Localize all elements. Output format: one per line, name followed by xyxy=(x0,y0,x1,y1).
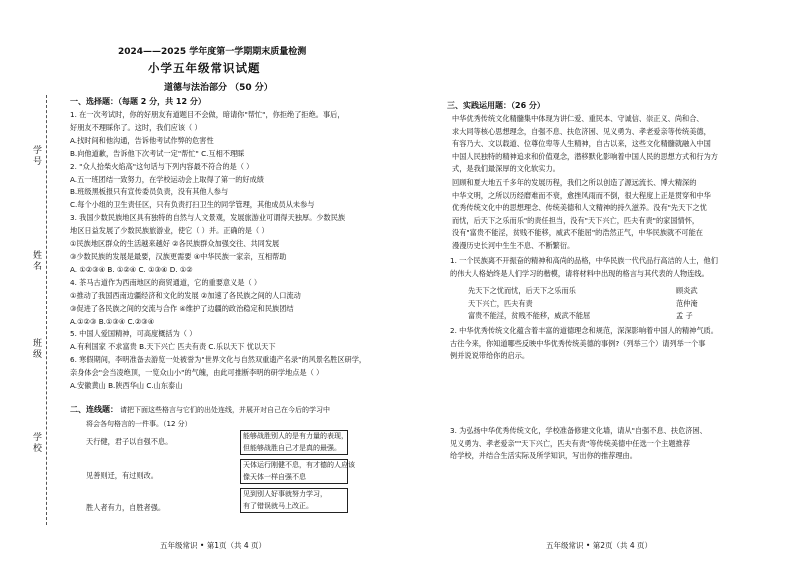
matching-right-text: 能够战胜别人的是有力量的表现， xyxy=(243,432,348,440)
matching-right-text: 见到别人好事就努力学习， xyxy=(243,490,327,498)
matching-person: 范仲淹 xyxy=(676,298,698,308)
matching-people xyxy=(676,285,698,323)
matching-right-box xyxy=(240,459,355,484)
paragraph-line: 中华优秀传统文化精髓集中体现为讲仁爱、重民本、守诚信、崇正义、尚和合、 xyxy=(452,114,704,123)
paragraph-line: 优秀传统文化中的思想理念、传统美德和人文精神的持久滋养。没有"先天下之忧 xyxy=(452,203,707,212)
question-line: 5. 中国人爱国精神，可高度概括为（ ） xyxy=(70,329,197,339)
section-choice-questions xyxy=(70,109,366,393)
question-line: 好朋友不理睬你了。这时，我们应该（ ） xyxy=(70,122,202,132)
section-matching-intro-2: 将会各句格言的一件事。（12 分） xyxy=(86,420,192,428)
matching-person: 孟 子 xyxy=(676,311,693,320)
paragraph-line: 漫漫历史长河中生生不息、不断繁衍。 xyxy=(452,240,575,250)
question-line: 古往今来，你知道哪些反映中华优秀传统美德的事例?（列举三个）请列举一个事 xyxy=(450,338,706,348)
paragraph-line: 没有"富贵不能淫，贫贱不能移，威武不能屈"的浩然正气，中华民族就不可能在 xyxy=(452,228,703,237)
question-line: ①推动了我国西南边疆经济和文化的发展 ②加速了各民族之间的人口流动 xyxy=(70,290,301,300)
question-line: A.找时间和他沟通，告诉他考试作弊的危害性 xyxy=(70,135,214,145)
margin-label-student-id: 学号 xyxy=(31,145,41,167)
section-choice xyxy=(70,96,366,393)
question-line: A.有利国家 不求富贵 B.天下兴亡 匹夫有责 C.乐以天下 忧以天下 xyxy=(70,342,276,352)
matching-right-text: 但能够战胜自己才是真的最强。 xyxy=(243,443,341,452)
question-line: ③少数民族的发展是最要，汉族更需要 ④中华民族一家亲，互相帮助 xyxy=(70,251,287,261)
matching-left-item: 天行健，君子以自强不息。 xyxy=(86,437,173,446)
margin-label-class: 班级 xyxy=(31,338,41,360)
question-line: C.每个小组的卫生责任区，只有负责打扫卫生的同学管理，其他成员从未参与 xyxy=(70,200,315,210)
practice-paragraph-1 xyxy=(452,113,718,176)
matching-left-item: 见善则迁，有过则改。 xyxy=(86,471,158,480)
question-line: 的伟大人格始终是人们学习的楷模，请将材料中出现的格言与其代表的人物连线。 xyxy=(450,268,709,278)
question-line: A. ①②③④ B. ①②④ C. ①③④ D. ①② xyxy=(70,264,193,274)
question-line: A.五一班团结一致努力，在学校运动会上取得了第一的好成绩 xyxy=(70,174,264,184)
question-line: A.①②③ B.①③④ C.②③④ xyxy=(70,316,155,326)
practice-question-1 xyxy=(450,255,718,280)
matching-right-box xyxy=(240,488,348,513)
matching-sayings xyxy=(468,285,590,323)
question-line: 1. 在一次考试时，你的好朋友有道题目不会做，暗请你"帮忙"，你拒绝了拒绝。事后， xyxy=(70,110,345,119)
margin-label-name: 姓名 xyxy=(31,250,41,272)
paragraph-line: 而忧，后天下之乐而乐"的责任担当，没有"天下兴亡，匹夫有责"的家国情怀， xyxy=(452,215,700,225)
matching-right-text: 有了错误就马上改正。 xyxy=(243,501,313,510)
question-line: 6. 寒假期间，李明准备去游览一处被誉为"世界文化与自然双重遗产名录"的风景名胜区研学， xyxy=(70,355,367,365)
question-line: ①民族地区群众的生活越来越好 ②各民族群众加强交往、共同发展 xyxy=(70,239,280,249)
exam-year-title: 2024——2025 学年度第一学期期末质量检测 xyxy=(118,47,307,57)
question-line: 4. 茶马古道作为西南地区的商贸通道，它的重要意义是（ ） xyxy=(70,277,262,287)
practice-question-2 xyxy=(450,325,718,363)
practice-question-3 xyxy=(450,425,707,463)
question-line: 见义勇为、孝老爱亲""天下兴亡，匹夫有责"等传统美德中任选一个主题推荐 xyxy=(450,438,690,448)
matching-left-item: 胜人者有力，自胜者强。 xyxy=(86,503,166,512)
margin-label-school: 学校 xyxy=(31,432,41,454)
question-line: B.班级黑板报只有宣传委员负责，没有其他人参与 xyxy=(70,187,229,197)
question-line: 给学校，并结合生活实际及所学知识，写出你的推荐理由。 xyxy=(450,451,637,460)
section-practice-heading: 三、实践运用题：（26 分） xyxy=(447,101,545,110)
question-line: ③促进了各民族之间的交流与合作 ④维护了边疆的政治稳定和民族团结 xyxy=(70,303,294,313)
exam-subtitle: 道德与法治部分 （50 分） xyxy=(164,83,273,93)
question-line: 亲身体会"会当凌绝顶，一览众山小"的气魄，由此可推断李明的研学地点是（ ） xyxy=(70,368,324,378)
paragraph-line: 式，是我们最深厚的文化软实力。 xyxy=(452,164,560,173)
matching-saying: 天下兴亡，匹夫有责 xyxy=(468,298,533,308)
matching-right-text: 天体运行刚健不息，有才德的人应该 xyxy=(243,461,355,469)
question-line: A.安徽黄山 B.陕西华山 C.山东泰山 xyxy=(70,381,183,391)
paragraph-line: 中国人民独特的精神追求和价值观念，潜移默化影响着中国人民的思想方式和行为方 xyxy=(452,151,718,161)
question-line: 2. 中华优秀传统文化蕴含着丰富的道德理念和规范，深深影响着中国人的精神气质。 xyxy=(450,326,718,335)
matching-right-text: 像天体一样自强不息 xyxy=(243,472,306,481)
matching-saying: 先天下之忧而忧，后天下之乐而乐 xyxy=(468,286,576,295)
matching-right-box xyxy=(240,430,348,455)
exam-main-title: 小学五年级常识试题 xyxy=(148,61,261,75)
section-matching-intro-1: 请把下面这些格言与它们的出处连线，并展开对自己在今后的学习中 xyxy=(120,406,330,414)
paragraph-line: 回顾和夏大地五千多年的发展历程，我们之所以创造了源远流长、博大精深的 xyxy=(452,178,697,187)
question-line: 3. 我国少数民族地区具有独特的自然与人文景观，发展旅游业可谓得天独厚。少数民族 xyxy=(70,213,346,223)
question-line: 2. "众人拾柴火焰高"这句话与下列内容最不符合的是（ ） xyxy=(70,161,254,171)
matching-person: 顾炎武 xyxy=(676,286,698,295)
question-line: 例并说说带给你的启示。 xyxy=(450,351,530,360)
question-line: 地区日益发展了少数民族旅游业，使它（ ）并。正确的是（ ） xyxy=(70,226,269,236)
section-matching-heading: 二、连线题： xyxy=(70,405,118,414)
matching-saying: 富贵不能淫，贫贱不能移，威武不能屈 xyxy=(468,311,591,320)
section-choice-heading: 一、选择题：（每题 2 分，共 12 分） xyxy=(70,97,206,106)
paragraph-line: 有容乃大、文以载道、位尊位卑等人生精神，自古以来，这些文化精髓就融入中国 xyxy=(452,139,711,148)
binding-margin xyxy=(0,0,52,561)
paragraph-line: 求大同等核心思想理念，自强不息、扶危济困、见义勇为、孝老爱亲等传统美德， xyxy=(452,126,711,136)
question-line: 1. 一个民族离不开振奋的精神和高尚的品格，中华民族一代代品行高洁的人士，他们 xyxy=(450,256,718,265)
paragraph-line: 中华文明，之所以历经磨难而不衰，愈挫风雨而不倒，很大程度上正是贯穿和中华 xyxy=(452,190,711,200)
question-line: B.向他道歉，告诉他下次考试一定"帮忙" C.互相不理睬 xyxy=(70,148,245,158)
question-line: 3. 为弘扬中华优秀传统文化，学校准备修建文化墙，请从"自强不息、扶危济困、 xyxy=(450,426,707,435)
page-footer-left: 五年级常识 • 第1页（共 4 页） xyxy=(160,541,267,550)
fold-line xyxy=(46,95,47,525)
practice-paragraph-2 xyxy=(452,177,711,252)
page-footer-right: 五年级常识 • 第2页（共 4 页） xyxy=(546,541,653,550)
